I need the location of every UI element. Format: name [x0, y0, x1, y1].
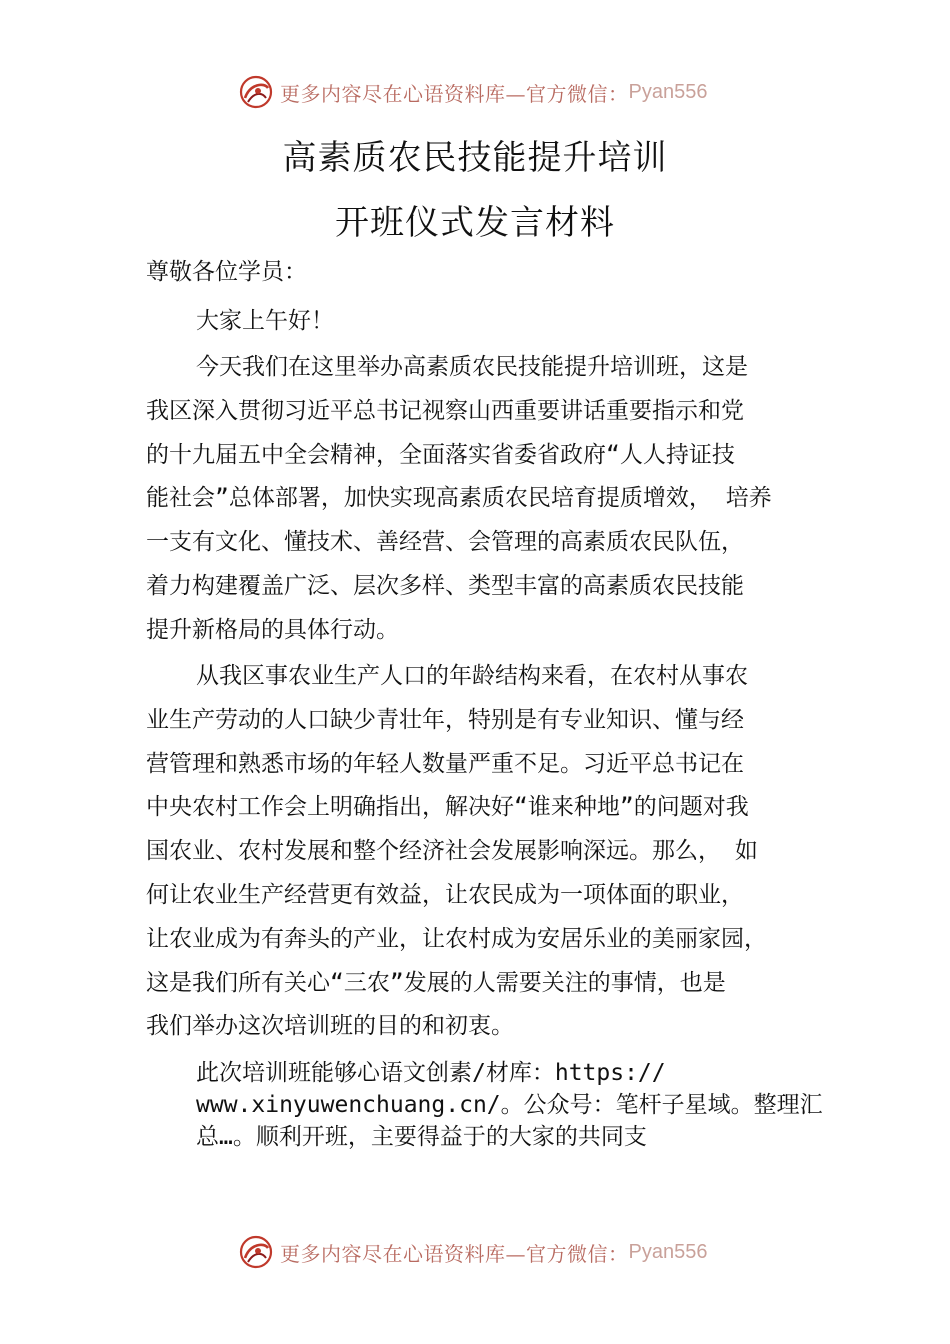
paragraph-line: 营管理和熟悉市场的年轻人数量严重不足。习近平总书记在 — [146, 750, 744, 777]
salutation: 尊敬各位学员： — [146, 259, 307, 285]
paragraph-line: 我们举办这次培训班的目的和初衷。 — [146, 1013, 514, 1040]
paragraph-line: 着力构建覆盖广泛、层次多样、类型丰富的高素质农民技能 — [146, 572, 744, 599]
paragraph-line: 中央农村工作会上明确指出，解决好“谁来种地”的问题对我 — [146, 794, 749, 821]
watermark-text: 更多内容尽在心语资料库—官方微信： — [280, 1241, 629, 1266]
paragraph-line: 提升新格局的具体行动。 — [146, 616, 399, 643]
paragraph-line: 从我区事农业生产人口的年龄结构来看，在农村从事农 — [196, 663, 748, 689]
paragraph-1 — [146, 346, 826, 653]
paragraph-3 — [196, 1057, 876, 1153]
paragraph-line: 此次培训班能够心语文创素/材库：https:// — [196, 1060, 666, 1086]
watermark-banner-bottom — [238, 1232, 707, 1272]
paragraph-line: 业生产劳动的人口缺少青壮年，特别是有专业知识、懂与经 — [146, 706, 744, 733]
paragraph-line: 何让农业生产经营更有效益，让农民成为一项体面的职业， — [146, 881, 744, 908]
document-title-line-2: 开班仪式发言材料 — [335, 203, 615, 243]
watermark-banner-top — [238, 72, 707, 112]
paragraph-line: www.xinyuwenchuang.cn/。公众号：笔杆子星域。整理汇 — [196, 1092, 823, 1118]
paragraph-line: 总…。顺利开班，主要得益于的大家的共同支 — [196, 1124, 647, 1150]
paragraph-line: 我区深入贯彻习近平总书记视察山西重要讲话重要指示和党 — [146, 397, 744, 424]
watermark-text: 更多内容尽在心语资料库—官方微信： — [280, 81, 629, 106]
paragraph-line: 国农业、农村发展和整个经济社会发展影响深远。那么， 如 — [146, 838, 758, 865]
document-title-line-1: 高素质农民技能提升培训 — [282, 138, 668, 178]
watermark-wechat-id: Pyan556 — [628, 1240, 708, 1263]
greeting: 大家上午好！ — [196, 308, 334, 334]
paragraph-line: 一支有文化、懂技术、善经营、会管理的高素质农民队伍， — [146, 529, 744, 556]
paragraph-line: 能社会”总体部署，加快实现高素质农民培育提质增效， 培养 — [146, 485, 772, 512]
watermark-wechat-id: Pyan556 — [628, 80, 708, 103]
paragraph-2 — [146, 655, 826, 1049]
paragraph-line: 让农业成为有奔头的产业，让农村成为安居乐业的美丽家园， — [146, 925, 767, 952]
swirl-logo-icon — [238, 1234, 274, 1270]
paragraph-line: 的十九届五中全会精神，全面落实省委省政府“人人持证技 — [146, 441, 735, 468]
paragraph-line: 今天我们在这里举办高素质农民技能提升培训班，这是 — [196, 354, 748, 380]
paragraph-line: 这是我们所有关心“三农”发展的人需要关注的事情，也是 — [146, 969, 726, 996]
swirl-logo-icon — [238, 74, 274, 110]
